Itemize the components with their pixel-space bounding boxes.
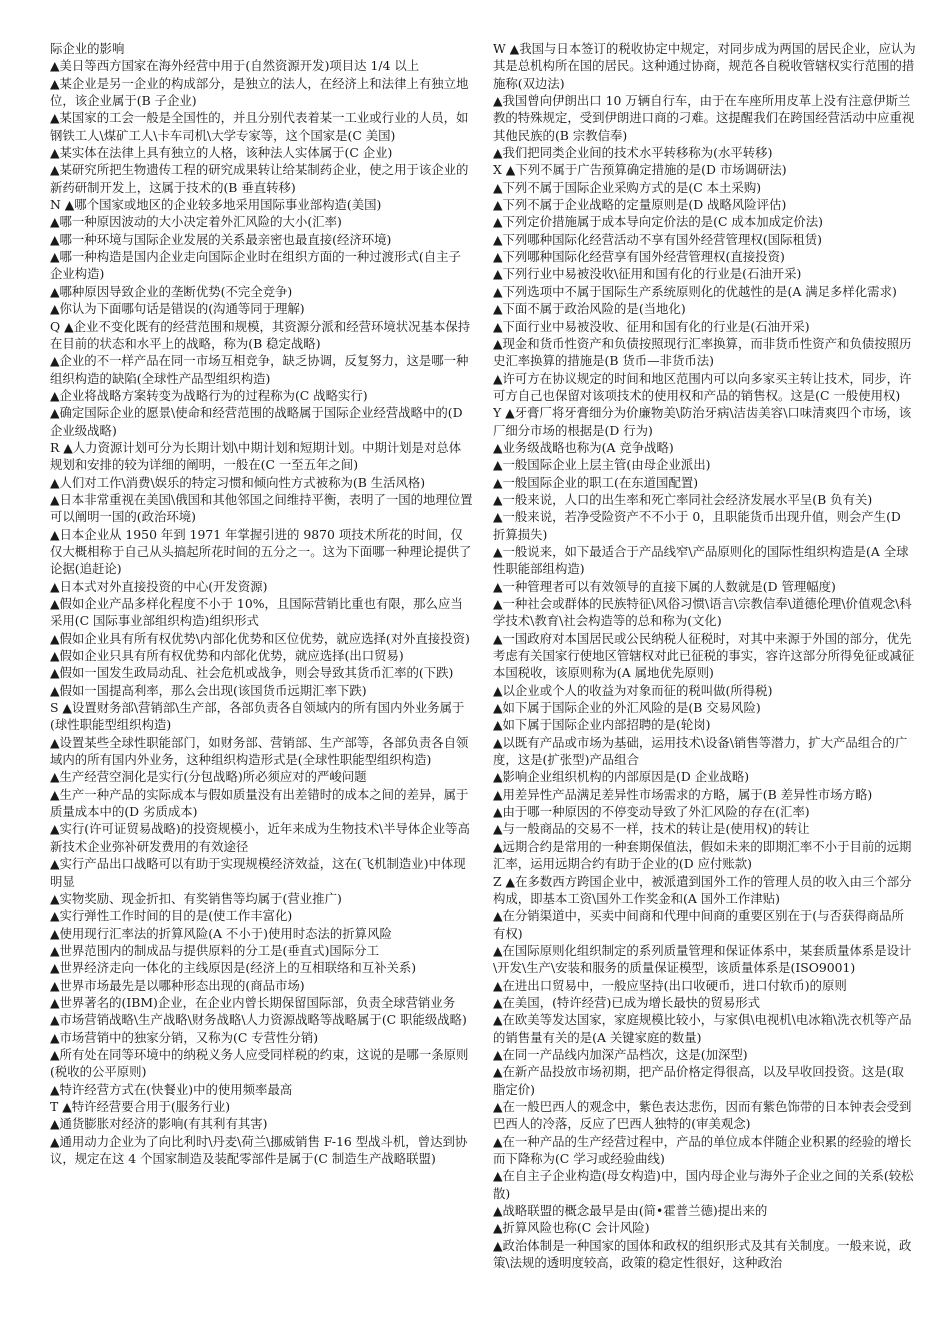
question-entry: ▲通用动力企业为了向比利时\丹麦\荷兰\挪威销售 F-16 型战斗机，曾达到协议，规定在这 4 个国家制造及装配零部件是属于(C 制造生产战略联盟) xyxy=(50,1133,468,1166)
question-entry: ▲在一种产品的生产经营过程中，产品的单位成本伴随企业积累的经验的增长而下降称为(C 学习或经验曲线) xyxy=(493,1133,912,1166)
question-entry: ▲一种社会或群体的民族特征\风俗习惯\语言\宗教信奉\道德伦理\价值观念\科学技术\教育\社会构造等的总和称为(文化) xyxy=(493,596,912,629)
question-entry: ▲下列不属于企业战略的定量原则是(D 战略风险评估) xyxy=(493,197,787,213)
question-entry: ▲假如一国发生政局动乱、社会危机或战争，则会导致其货币汇率的(下跌) xyxy=(50,665,454,681)
question-entry: ▲以企业或个人的收益为对象而征的税叫做(所得税) xyxy=(493,682,773,698)
left-column xyxy=(50,40,473,1330)
question-entry: ▲在国际原则化组织制定的系列质量管理和保证体系中，某套质量体系是设计\开发\生产\安装和服务的质量保证模型，该质量体系是(ISO9001) xyxy=(493,942,912,976)
question-entry: ▲市场营销战略\生产战略\财务战略\人力资源战略等战略属于(C 职能级战略) xyxy=(50,1012,467,1028)
question-entry: ▲一国政府对本国居民或公民纳税人征税时，对其中来源于外国的部分，优先考虑有关国家行使地区管辖权对此已征税的事实，容许这部分所得免征或减征本国税收，该原则称为(A 属地优先原则) xyxy=(493,630,915,681)
question-entry: ▲如下属于国际企业的外汇风险的是(B 交易风险) xyxy=(493,700,761,716)
question-entry: ▲美日等西方国家在海外经营中用于(自然资源开发)项目达 1/4 以上 xyxy=(50,58,420,74)
question-entry: ▲日本非常重视在美国\俄国和其他邻国之间维持平衡，表明了一国的地理位置可以阐明一国的(政治环境) xyxy=(50,491,473,525)
question-entry: ▲世界著名的(IBM)企业，在企业内曾长期保留国际部，负责全球营销业务 xyxy=(50,994,456,1010)
question-entry: ▲在自主子企业构造(母女构造)中，国内母企业与海外子企业之间的关系(较松散) xyxy=(493,1168,914,1201)
question-entry: ▲一般来说，若净受险资产不不小于 0，且职能货币出现升值，则会产生(D 折算损失) xyxy=(493,509,901,542)
question-entry: 际企业的影响 xyxy=(50,41,125,56)
question-entry: ▲通货膨胀对经济的影响(有其利有其害) xyxy=(50,1116,268,1132)
question-entry: ▲用差异性产品满足差异性市场需求的方略，属于(B 差异性市场方略) xyxy=(493,786,873,802)
question-entry: X ▲下列不属于广告预算确定措施的是(D 市场调研法) xyxy=(493,162,787,178)
question-entry: ▲下面不属于政治风险的是(当地化) xyxy=(493,301,686,317)
question-entry: N ▲哪个国家或地区的企业较多地采用国际事业部构造(美国) xyxy=(50,197,382,213)
question-entry: ▲实行(许可证贸易战略)的投资规模小，近年来成为生物技术\半导体企业等高新技术企业弥补研发费用的有效途径 xyxy=(50,821,470,854)
question-entry: ▲哪一种环境与国际企业发展的关系最亲密也最直接(经济环境) xyxy=(50,231,392,247)
question-entry: ▲特许经营方式在(快餐业)中的使用频率最高 xyxy=(50,1081,293,1097)
question-entry: ▲假如企业产品多样化程度不小于 10%，且国际营销比重也有限，那么应当采用(C 国际事业部组织构造)组织形式 xyxy=(50,596,463,629)
question-entry: ▲我国曾向伊朗出口 10 万辆自行车，由于在车座所用皮革上没有注意伊斯兰教的特殊规定，受到伊朗进口商的刁难。这提醒我们在跨国经营活动中应重视其他民族的(B 宗教信奉) xyxy=(493,93,915,143)
question-entry: ▲日本式对外直接投资的中心(开发资源) xyxy=(50,578,268,594)
question-entry: ▲设置某些全球性职能部门，如财务部、营销部、生产部等，各部负责各自领域内的所有国内外业务，这种组织构造形式是(全球性职能型组织构造) xyxy=(50,734,469,768)
question-entry: ▲下列行业中易被没收\征用和国有化的行业是(石油开采) xyxy=(493,266,802,282)
question-entry: ▲许可方在协议规定的时间和地区范围内可以向多家买主转让技术，同步，许可方自己也保留对该项技术的使用权和产品的销售权。这是(C 一般使用权) xyxy=(493,370,912,403)
question-entry: ▲战略联盟的概念最早是由(简•霍普兰德)提出来的 xyxy=(493,1203,768,1219)
question-entry: ▲日本企业从 1950 年到 1971 年掌握引进的 9870 项技术所花的时间，仅仅大概相称于自己从头搞起所花时间的五分之一。这为下面哪一种理论提供了论据(追赶论) xyxy=(50,526,472,577)
question-entry: ▲下列选项中不属于国际生产系统原则化的优越性的是(A 满足多样化需求) xyxy=(493,283,897,299)
question-entry: ▲人们对工作\消费\娱乐的特定习惯和倾向性方式被称为(B 生活风格) xyxy=(50,474,426,490)
question-entry: ▲与一般商品的交易不一样，技术的转让是(使用权)的转让 xyxy=(493,821,810,837)
question-entry: ▲某企业是另一企业的构成部分，是独立的法人，在经济上和法律上有独立地位，该企业属于(B 子企业) xyxy=(50,75,469,109)
question-entry: ▲在分销渠道中，买卖中间商和代理中间商的重要区别在于(与否获得商品所有权) xyxy=(493,908,904,941)
question-entry: ▲某实体在法律上具有独立的人格，该种法人实体属于(C 企业) xyxy=(50,145,393,161)
question-entry: Z ▲在多数西方跨国企业中，被派遣到国外工作的管理人员的收入由三个部分构成，即基本工资\国外工作奖金和(A 国外工作津贴) xyxy=(493,873,912,906)
question-entry: ▲一般国际企业上层主管(由母企业派出) xyxy=(493,457,711,473)
question-entry: ▲假如一国提高利率，那么会出现(该国货币远期汇率下跌) xyxy=(50,682,367,698)
question-entry: ▲在一般巴西人的观念中，紫色表达悲伤，因而有紫色饰带的日本钟表会受到巴西人的冷落，反应了巴西人独特的(审美观念) xyxy=(493,1098,912,1132)
question-entry: ▲一般来说，人口的出生率和死亡率同社会经济发展水平呈(B 负有关) xyxy=(493,491,873,507)
question-entry: ▲企业的不一样产品在同一市场互相竞争，缺乏协调，反复努力，这是哪一种组织构造的缺陷(全球性产品型组织构造) xyxy=(50,353,469,386)
question-entry: ▲世界市场最先是以哪种形态出现的(商品市场) xyxy=(50,977,305,993)
question-entry: ▲所有处在同等环境中的纳税义务人应受同样税的约束，这说的是哪一条原则(税收的公平原则) xyxy=(50,1046,469,1080)
question-entry: ▲远期合约是常用的一种套期保值法，假如未来的即期汇率不小于目前的远期汇率，运用远期合约有助于企业的(D 应付账款) xyxy=(493,838,912,872)
question-entry: ▲假如企业只具有所有权优势和内部化优势，就应选择(出口贸易) xyxy=(50,648,404,664)
question-entry: Y ▲牙膏厂将牙膏细分为价廉物美\防治牙病\洁齿美容\口味清爽四个市场，该厂细分市场的根据是(D 行为) xyxy=(493,405,912,438)
question-entry: ▲如下属于国际企业内部招聘的是(轮岗) xyxy=(493,717,711,733)
question-entry: ▲哪种原因导致企业的垄断优势(不完全竞争) xyxy=(50,283,293,299)
question-entry: ▲下列哪种国际化经营活动不享有国外经营管理权(国际租赁) xyxy=(493,231,822,247)
question-entry: ▲在同一产品线内加深产品档次，这是(加深型) xyxy=(493,1046,748,1062)
question-entry: ▲政治体制是一种国家的国体和政权的组织形式及其有关制度。一般来说，政策\法规的透明度较高，政策的稳定性很好，这种政治 xyxy=(493,1237,912,1271)
question-entry: ▲生产经营空洞化是实行(分包战略)所必须应对的严峻问题 xyxy=(50,769,367,785)
question-entry: T ▲特许经营要合用于(服务行业) xyxy=(50,1098,231,1114)
question-entry: ▲生产一种产品的实际成本与假如质量没有出差错时的成本之间的差异，属于质量成本中的(D 劣质成本) xyxy=(50,786,469,820)
question-entry: S ▲设置财务部\营销部\生产部，各部负责各自领域内的所有国内外业务属于(球性职能型组织构造) xyxy=(50,700,465,733)
question-entry: ▲折算风险也称(C 会计风险) xyxy=(493,1220,650,1236)
question-entry: ▲业务级战略也称为(A 竞争战略) xyxy=(493,439,674,455)
question-entry: ▲影响企业组织机构的内部原因是(D 企业战略) xyxy=(493,769,750,785)
question-entry: ▲下列定价措施属于成本导向定价法的是(C 成本加成定价法) xyxy=(493,214,823,230)
question-entry: ▲下列哪种国际化经营享有国外经营管理权(直接投资) xyxy=(493,249,785,265)
question-entry: ▲使用现行汇率法的折算风险(A 不小于)使用时态法的折算风险 xyxy=(50,925,392,941)
question-entry: ▲下列不属于国际企业采购方式的是(C 本土采购) xyxy=(493,179,762,195)
question-entry: ▲以既有产品或市场为基础，运用技术\设备\销售等潜力，扩大产品组合的广度，这是(扩张型)产品组合 xyxy=(493,734,908,768)
question-entry: Q ▲企业不变化既有的经营范围和规模，其资源分派和经营环境状况基本保持在目前的状态和水平上的战略，称为(B 稳定战略) xyxy=(50,318,471,351)
question-entry: ▲实物奖励、现金折扣、有奖销售等均属于(营业推广) xyxy=(50,890,342,906)
question-entry: W ▲我国与日本签订的税收协定中规定，对同步成为两国的居民企业，应认为其是总机构所在国的居民。这种通过协商，规范各自税收管辖权实行范围的措施称(双边法) xyxy=(493,41,916,91)
question-entry: ▲市场营销中的独家分销，又称为(C 专营性分销) xyxy=(50,1029,319,1045)
question-entry: ▲一般国际企业的职工(在东道国配置) xyxy=(493,474,699,490)
question-entry: ▲实行产品出口战略可以有助于实现规模经济效益，这在(飞机制造业)中体现明显 xyxy=(50,856,466,889)
question-entry: R ▲人力资源计划可分为长期计划\中期计划和短期计划。中期计划是对总体规划和安排的较为详细的阐明，一般在(C 一至五年之间) xyxy=(50,439,462,473)
question-entry: ▲由于哪一种原因的不停变动导致了外汇风险的存在(汇率) xyxy=(493,804,810,820)
question-entry: ▲企业将战略方案转变为战略行为的过程称为(C 战略实行) xyxy=(50,387,368,403)
question-entry: ▲实行弹性工作时间的目的是(使工作丰富化) xyxy=(50,908,293,924)
question-entry: ▲你认为下面哪句话是错误的(沟通等同于理解) xyxy=(50,301,305,317)
question-entry: ▲哪一种原因波动的大小决定着外汇风险的大小(汇率) xyxy=(50,214,342,230)
question-entry: ▲某国家的工会一般是全国性的，并且分别代表着某一工业或行业的人员，如钢铁工人\煤矿工人\卡车司机\大学专家等，这个国家是(C 美国) xyxy=(50,110,469,143)
question-entry: ▲一种管理者可以有效领导的直接下属的人数就是(D 管理幅度) xyxy=(493,578,836,594)
question-entry: ▲某研究所把生物遗传工程的研究成果转让给某制药企业，使之用于该企业的新药研制开发上，这属于技术的(B 垂直转移) xyxy=(50,162,469,195)
question-entry: ▲在美国，(特许经营)已成为增长最快的贸易形式 xyxy=(493,994,761,1010)
question-entry: ▲假如企业具有所有权优势\内部化优势和区位优势，就应选择(对外直接投资) xyxy=(50,630,470,646)
question-entry: ▲我们把同类企业间的技术水平转移称为(水平转移) xyxy=(493,145,773,161)
question-entry: ▲世界经济走向一体化的主线原因是(经济上的互相联络和互补关系) xyxy=(50,960,417,976)
question-entry: ▲现金和货币性资产和负债按照现行汇率换算，而非货币性资产和负债按照历史汇率换算的措施是(B 货币—非货币法) xyxy=(493,335,912,369)
right-column xyxy=(493,40,916,1330)
question-entry: ▲世界范围内的制成品与提供原料的分工是(垂直式)国际分工 xyxy=(50,942,379,958)
question-entry: ▲在新产品投放市场初期，把产品价格定得很高，以及早收回投资。这是(取脂定价) xyxy=(493,1064,904,1097)
question-entry: ▲在欧美等发达国家，家庭规模比较小，与家俱\电视机\电冰箱\洗衣机等产品的销售量有关的是(A 关键家庭的数量) xyxy=(493,1012,912,1045)
question-entry: ▲确定国际企业的愿景\使命和经营范围的战略属于国际企业经营战略中的(D 企业级战略) xyxy=(50,405,463,438)
question-entry: ▲一般说来，如下最适合于产品线窄\产品原则化的国际性组织构造是(A 全球性职能部组构造) xyxy=(493,543,909,577)
question-entry: ▲哪一种构造是国内企业走向国际企业时在组织方面的一种过渡形式(自主子企业构造) xyxy=(50,249,461,282)
question-entry: ▲下面行业中易被没收、征用和国有化的行业是(石油开采) xyxy=(493,318,810,334)
question-entry: ▲在进出口贸易中，一般应坚持(出口收硬币，进口付软币)的原则 xyxy=(493,977,847,993)
